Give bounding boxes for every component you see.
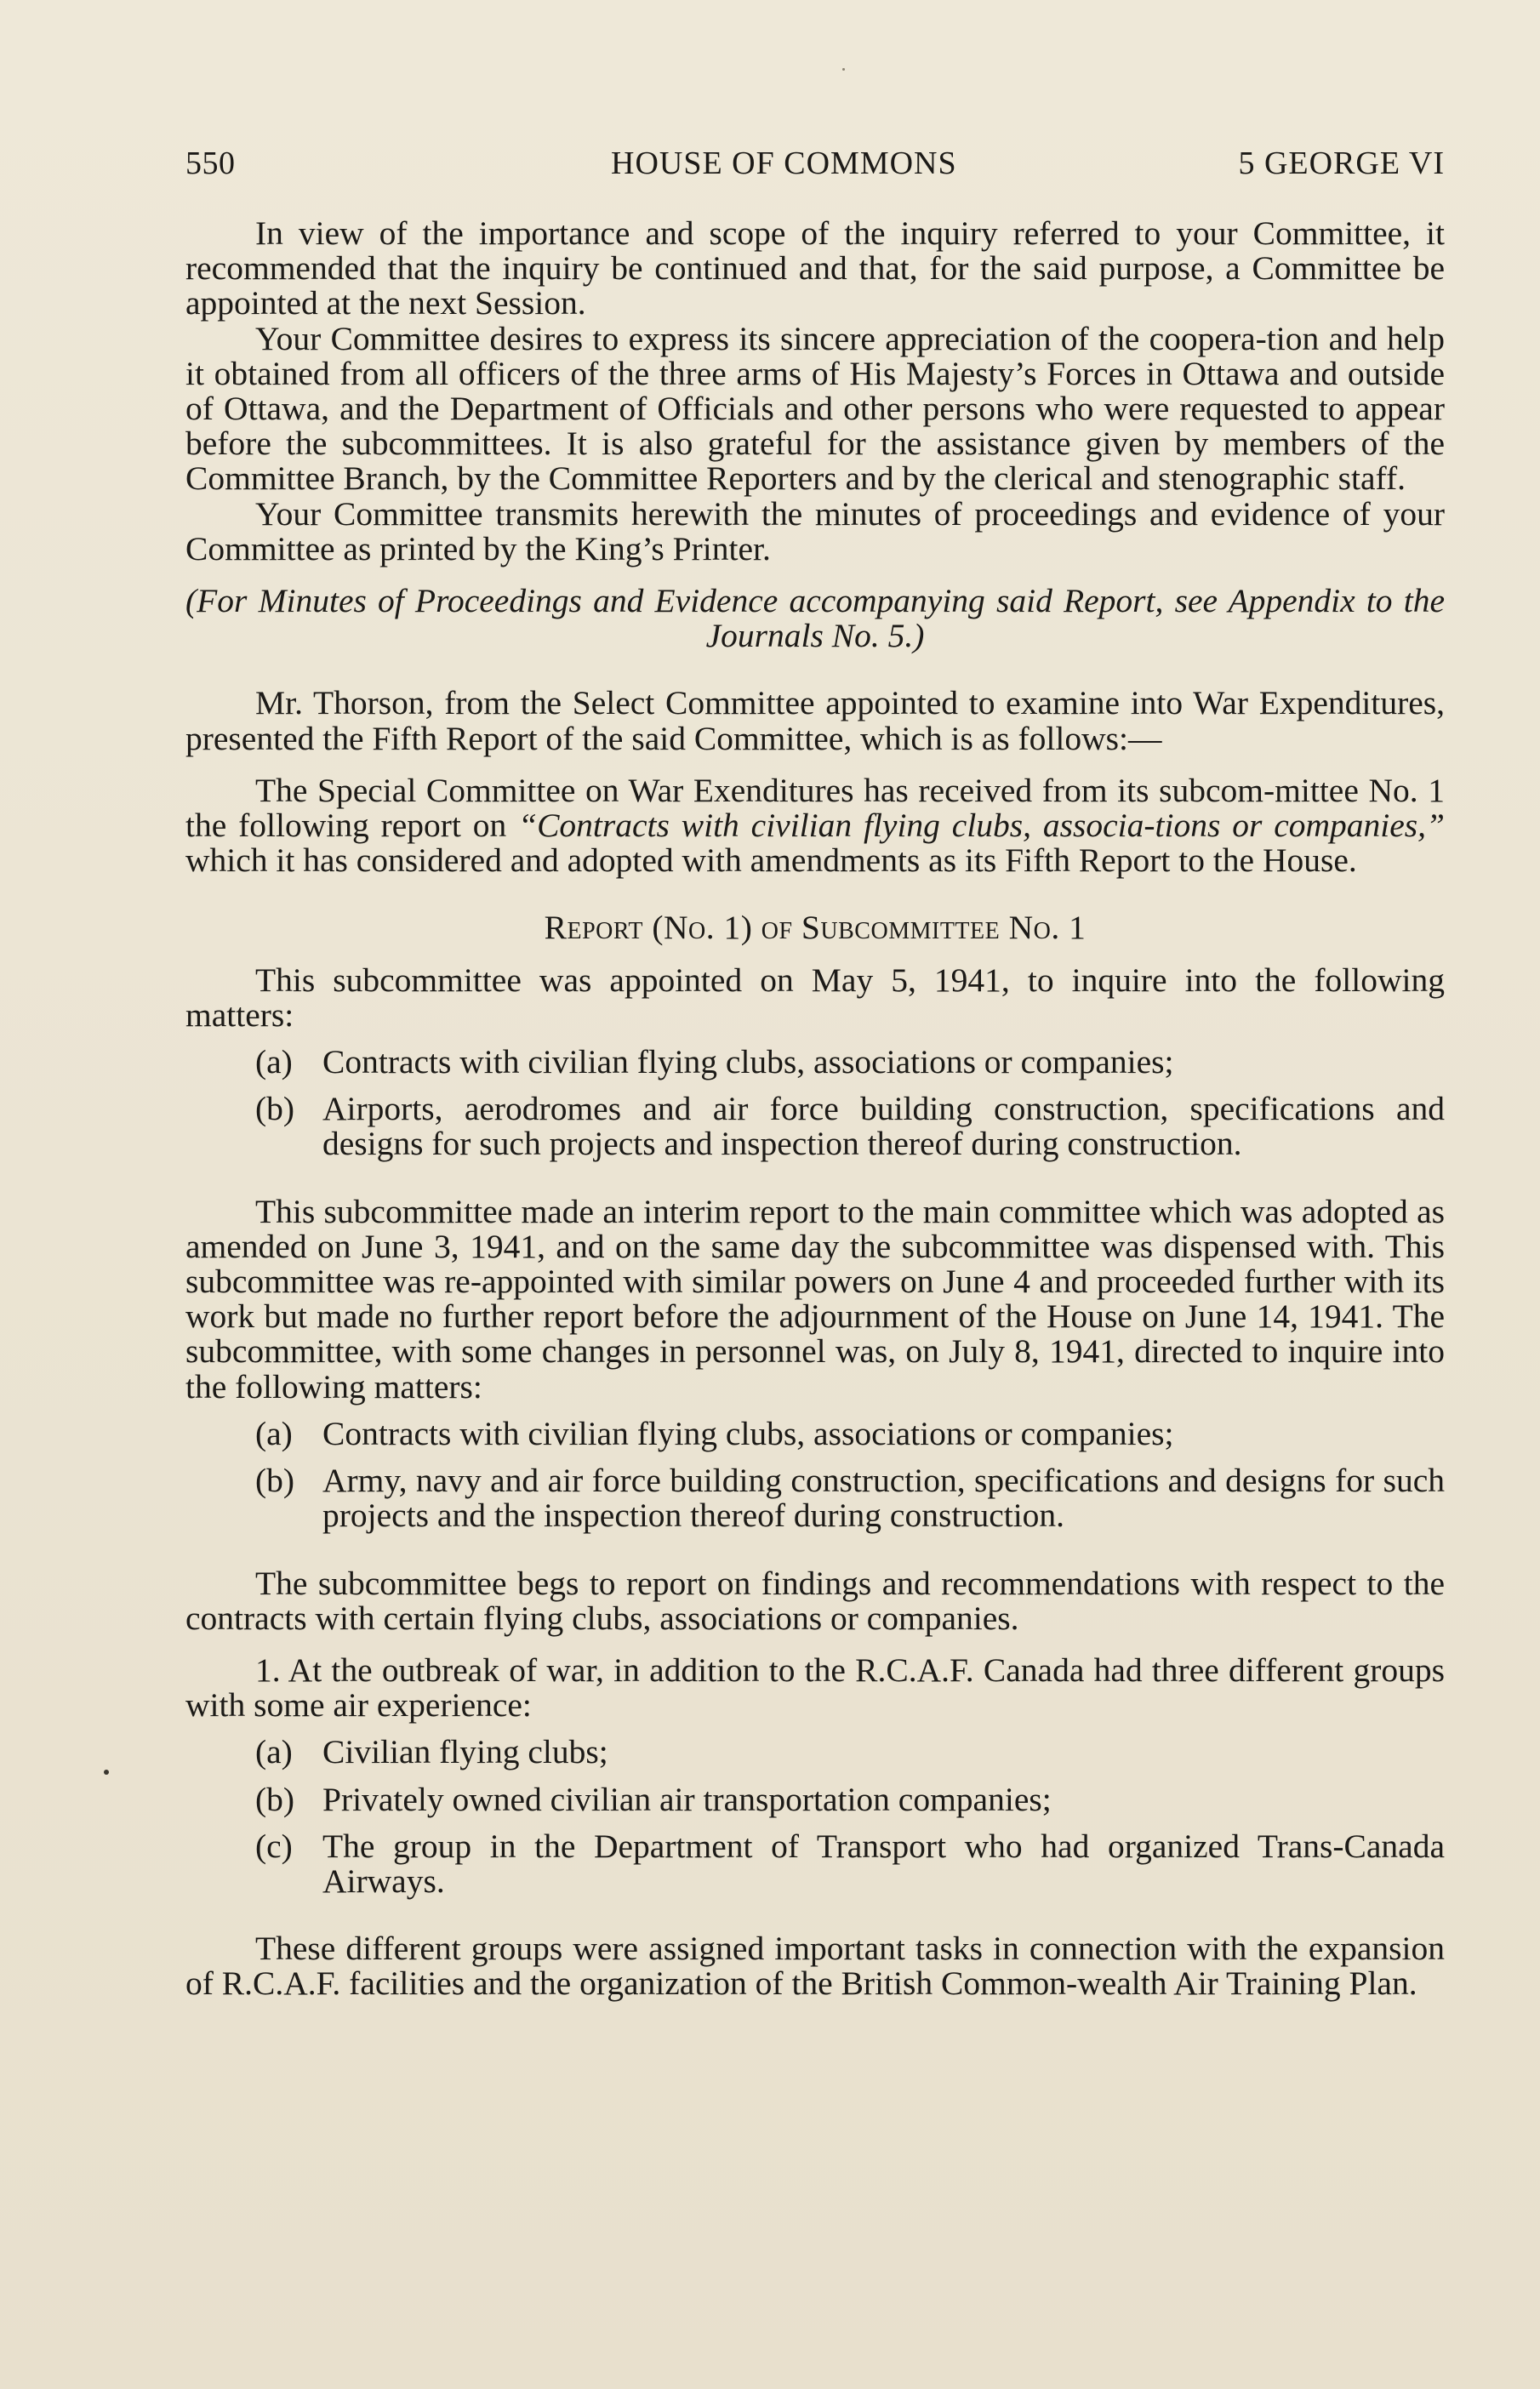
list-item — [185, 1735, 1445, 1770]
matters-list-2 — [185, 1414, 1445, 1535]
list-item-label: (a) — [255, 1414, 293, 1452]
paragraph-thorson-report: Mr. Thorson, from the Select Committee appointed to examine into War Expenditures, presented the Fifth Report of the said Committee, which is as follows:— — [185, 684, 1445, 757]
paragraph-outbreak-of-war: 1. At the outbreak of war, in addition to the R.C.A.F. Canada had three different groups with some air experience: — [185, 1651, 1445, 1725]
groups-list — [185, 1735, 1445, 1899]
paragraph-groups-assigned: These different groups were assigned important tasks in connection with the expansion of R.C.A.F. facilities and the organization of the British Common-wealth Air Training Plan. — [185, 1930, 1445, 2003]
list-item — [185, 1782, 1445, 1817]
list-item-text: Privately owned civilian air transportation companies; — [322, 1780, 1052, 1818]
list-item-label: (a) — [255, 1043, 293, 1081]
list-item-label: (c) — [255, 1827, 293, 1865]
paragraph-special-committee — [185, 773, 1445, 879]
page-content — [185, 136, 1445, 2002]
paragraph-findings: The subcommittee begs to report on findings and recommendations with respect to the contracts with certain flying clubs, associations or companies. — [185, 1564, 1445, 1637]
list-item — [185, 1414, 1445, 1452]
list-item — [185, 1045, 1445, 1080]
paragraph-appreciation: Your Committee desires to express its sincere appreciation of the coopera-tion and help it obtained from all officers of the three arms of His Majesty’s Forces in Ottawa and outside of Ottawa, and the Department of Officials and other persons who were requested to appear before the subcommittees. It is also grateful for the assistance given by members of the Committee Branch, by the Committee Reporters and by the clerical and stenographic staff. — [185, 319, 1445, 498]
paper-speck — [842, 68, 845, 71]
list-item-text: Airports, aerodromes and air force building construction, specifications and designs for such projects and inspection thereof during construction. — [322, 1090, 1445, 1163]
header-title: HOUSE OF COMMONS — [611, 145, 957, 181]
list-item — [185, 1092, 1445, 1161]
paragraph-transmits-minutes: Your Committee transmits herewith the minutes of proceedings and evidence of your Committee as printed by the King’s Printer. — [185, 494, 1445, 567]
margin-dot — [104, 1770, 109, 1775]
list-item — [185, 1463, 1445, 1533]
list-item-text: The group in the Department of Transport who had organized Trans-Canada Airways. — [322, 1827, 1445, 1900]
matters-list-1 — [185, 1045, 1445, 1162]
list-item-text: Contracts with civilian flying clubs, associations or companies; — [322, 1043, 1174, 1081]
list-item-text: Civilian flying clubs; — [322, 1733, 608, 1771]
appendix-note: (For Minutes of Proceedings and Evidence accompanying said Report, see Appendix to the Journals No. 5.) — [185, 582, 1445, 655]
running-header — [185, 136, 1445, 187]
special-committee-text-end: which it has considered and adopted with amendments as its Fifth Report to the House. — [185, 841, 1357, 880]
paragraph-inquiry-continued: In view of the importance and scope of the inquiry referred to your Committee, it recommended that the inquiry be continued and that, for the said purpose, a Committee be appointed at the next Session. — [185, 214, 1445, 322]
list-item-label: (b) — [255, 1462, 295, 1500]
paragraph-subcommittee-appointed: This subcommittee was appointed on May 5, 1941, to inquire into the following matters: — [185, 961, 1445, 1034]
page-number: 550 — [185, 145, 236, 181]
header-session: 5 GEORGE VI — [1238, 145, 1445, 181]
special-committee-text-start: The Special Committee on War Exenditures has received from its subcom-mittee No. 1 the following report on — [185, 771, 1445, 845]
list-item — [185, 1829, 1445, 1899]
paragraph-interim-report: This subcommittee made an interim report to the main committee which was adopted as amended on June 3, 1941, and on the same day the subcommittee was dispensed with. This subcommittee was re-appointed with similar powers on June 4 and proceeded further with its work but made no further report before the adjournment of the House on June 14, 1941. The subcommittee, with some changes in personnel was, on July 8, 1941, directed to inquire into the following matters: — [185, 1192, 1445, 1405]
report-heading: Report (No. 1) of Subcommittee No. 1 — [544, 909, 1087, 947]
list-item-text: Army, navy and air force building construction, specifications and designs for such projects and the inspection thereof during construction. — [322, 1462, 1445, 1535]
list-item-text: Contracts with civilian flying clubs, associations or companies; — [322, 1414, 1174, 1452]
list-item-label: (a) — [255, 1733, 293, 1771]
list-item-label: (b) — [255, 1090, 295, 1128]
contracts-title-italic: “Contracts with civilian flying clubs, associa-tions or companies,” — [518, 807, 1445, 845]
list-item-label: (b) — [255, 1780, 295, 1818]
